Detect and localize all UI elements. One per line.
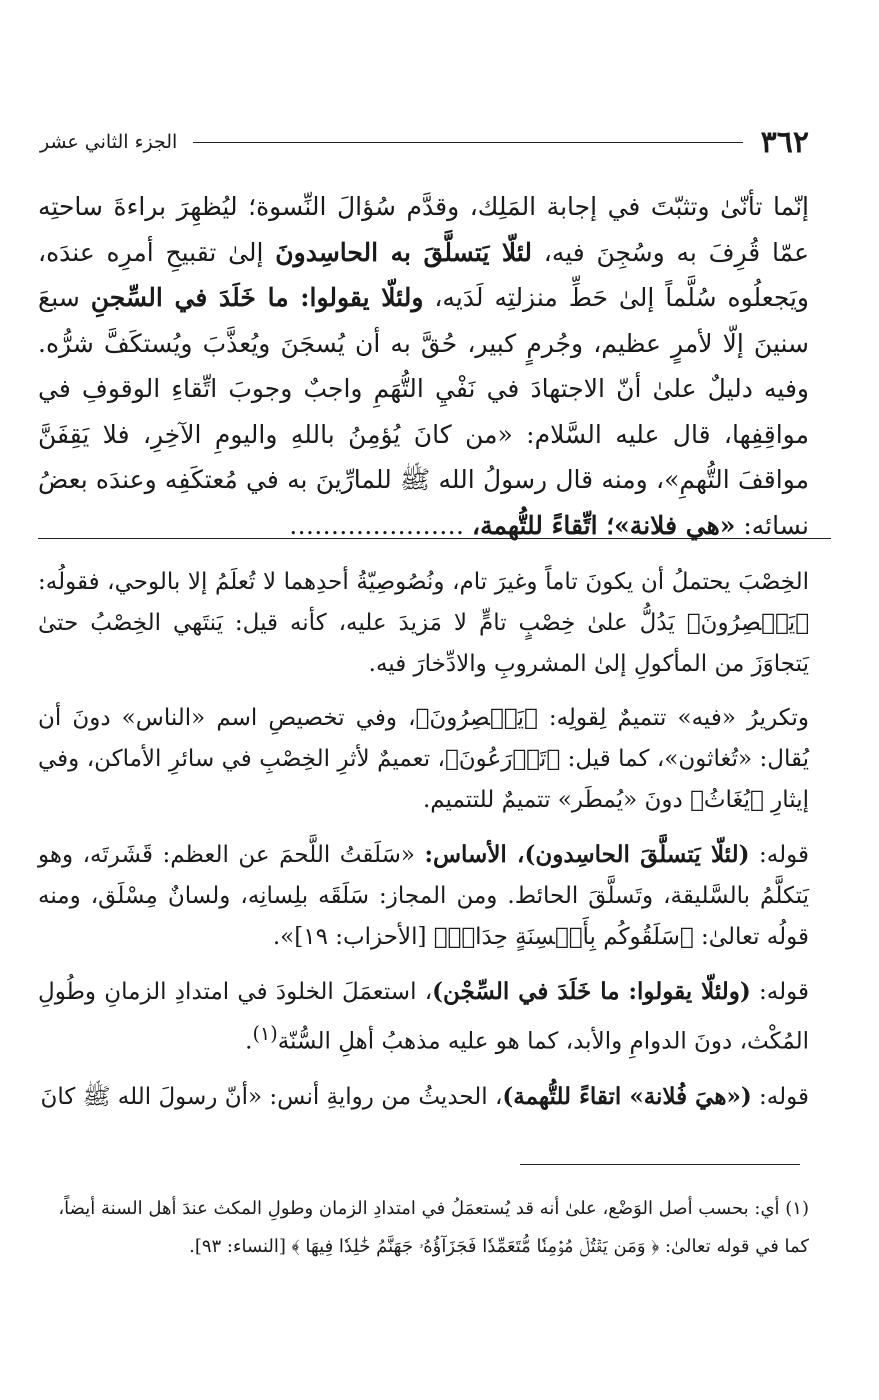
text-run: قوله: — [751, 1083, 809, 1110]
footnote-line: كما في قوله تعالىٰ: ﴿ وَمَن يَقۡتُلۡ مُؤۡمِنٗا مُّتَعَمِّدٗا فَجَزَآؤُهُۥ جَهَنَّمُ خَٰلِدٗا فِيهَا ﴾ [النساء: ٩٣]. — [189, 1236, 809, 1257]
commentary-text — [38, 562, 809, 1131]
page-header — [40, 122, 809, 162]
header-rule — [193, 142, 742, 143]
footnote-reference: (١) — [252, 1022, 278, 1045]
commentary-paragraph: الخِصْبَ يحتملُ أن يكونَ تاماً وغيرَ تام، ونُصُوصِيّةُ أحدِهما لا تُعلَمُ إلا بالوحي، فقولُه: ﴿يَعۡصِرُونَ﴾ يَدُلُّ علىٰ خِصْبٍ تامٍّ لا مَزيدَ عليه، كأنه قيل: يَنتَهي الخِصْبُ حتىٰ يَتجاوَزَ من المأكولِ إلىٰ المشروبِ والادِّخارَ فيه. — [38, 569, 809, 677]
volume-title: الجزء الثاني عشر — [40, 131, 178, 153]
footnote-divider — [520, 1164, 800, 1165]
text-run: «سَلَقتُ اللَّحمَ عن العظم: قَشَرتَه، وهو يَتكلَّمُ بالسَّليقة، وتَسلَّقَ الحائط. ومن المجاز: سَلَقَه بلِسانِه، ولسانٌ مِسْلَق، ومنه قولُه تعالىٰ: ﴿سَلَقُوكُم بِأَلۡسِنَةٍ حِدَادٖ﴾ [الأحزاب: ١٩]». — [38, 842, 809, 950]
commented-phrase: ولئلّا يقولوا: ما خَلَدَ في السِّجنِ — [90, 283, 424, 312]
text-run: سبعَ سنينَ إلّا لأمرٍ عظيم، وجُرمٍ كبير، حُقَّ به أن يُسجَنَ ويُعذَّبَ ويُستكَفَّ شرُّه. وفيه دليلٌ علىٰ أنّ الاجتهادَ في نَفْيِ التُّهَمِ واجبٌ وجوبَ اتِّقاءِ الوقوفِ في مواقِفِها، قال عليه السَّلام: «من كانَ يُؤمِنُ باللهِ واليومِ الآخِرِ، فلا يَقِفَنَّ مواقفَ التُّهمِ»، ومنه قال رسولُ الله ﷺ للمارِّينَ به في مُعتكَفِه وعندَه بعضُ نسائه: — [38, 283, 809, 540]
quoted-phrase: (لئلّا يَتسلَّقَ الحاسِدون)، الأساس: — [424, 841, 750, 868]
main-text — [38, 184, 809, 548]
text-run: إنّما تأنّىٰ وتثبّتَ في إجابة المَلِك، وقدَّم سُؤالَ النِّسوة؛ ليُظهِرَ براءةَ ساحتِه عمّا قُرِفَ به وسُجِنَ فيه، — [38, 192, 809, 267]
text-run: ، استعمَلَ الخلودَ في امتدادِ الزمانِ وطُولِ المُكْث، دونَ الدوامِ والأبد، كما هو عليه مذهبُ أهلِ السُّنّة — [38, 979, 809, 1055]
quoted-phrase: (ولئلّا يقولوا: ما خَلَدَ في السِّجْن) — [432, 978, 751, 1005]
commentary-paragraph — [38, 971, 809, 1063]
continuation-dots: ………………… — [289, 510, 465, 540]
commented-phrase: لئلّا يَتسلَّقَ به الحاسِدونَ — [275, 237, 533, 267]
footnote-line: (١) أي: بحسب أصل الوَضْع، علىٰ أنه قد يُستعمَلُ في امتدادِ الزمان وطولِ المكث عندَ أهل السنة أيضاً، — [58, 1198, 809, 1219]
text-run: ، الحديثُ من روايةِ أنس: «أنّ رسولَ الله ﷺ كانَ — [40, 1083, 503, 1110]
text-run: . — [245, 1028, 253, 1055]
section-divider — [38, 538, 831, 539]
quoted-phrase: («هيَ فُلانة» اتقاءً للتُّهمة) — [502, 1082, 752, 1110]
text-run: قوله: — [749, 842, 809, 868]
text-run: إلىٰ تقبيحِ أمرِه عندَه، ويَجعلُوه سُلَّماً إلىٰ حَطِّ منزلتِه لَدَيه، — [38, 237, 810, 312]
commentary-paragraph — [38, 834, 809, 958]
commentary-paragraph: وتكريرُ «فيه» تتميمٌ لِقولِه: ﴿يَعۡصِرُونَ﴾، وفي تخصيصِ اسم «الناس» دونَ أن يُقال: «تُغاثون»، كما قيل: ﴿تَزۡرَعُونَ﴾، تعميمٌ لأثرِ الخِصْبِ في سائرِ الأماكن، وفي إيثارِ ﴿يُغَاثُ﴾ دونَ «يُمطَر» تتميمٌ للتتميم. — [38, 705, 809, 813]
commentary-paragraph — [38, 1076, 809, 1118]
commented-phrase: «هي فلانة»؛ اتِّقاءً للتُّهمة، — [472, 510, 736, 540]
footnotes — [40, 1190, 809, 1266]
page-number: ٣٦٢ — [760, 124, 809, 160]
main-paragraph — [38, 184, 809, 548]
text-run: قوله: — [750, 979, 809, 1005]
